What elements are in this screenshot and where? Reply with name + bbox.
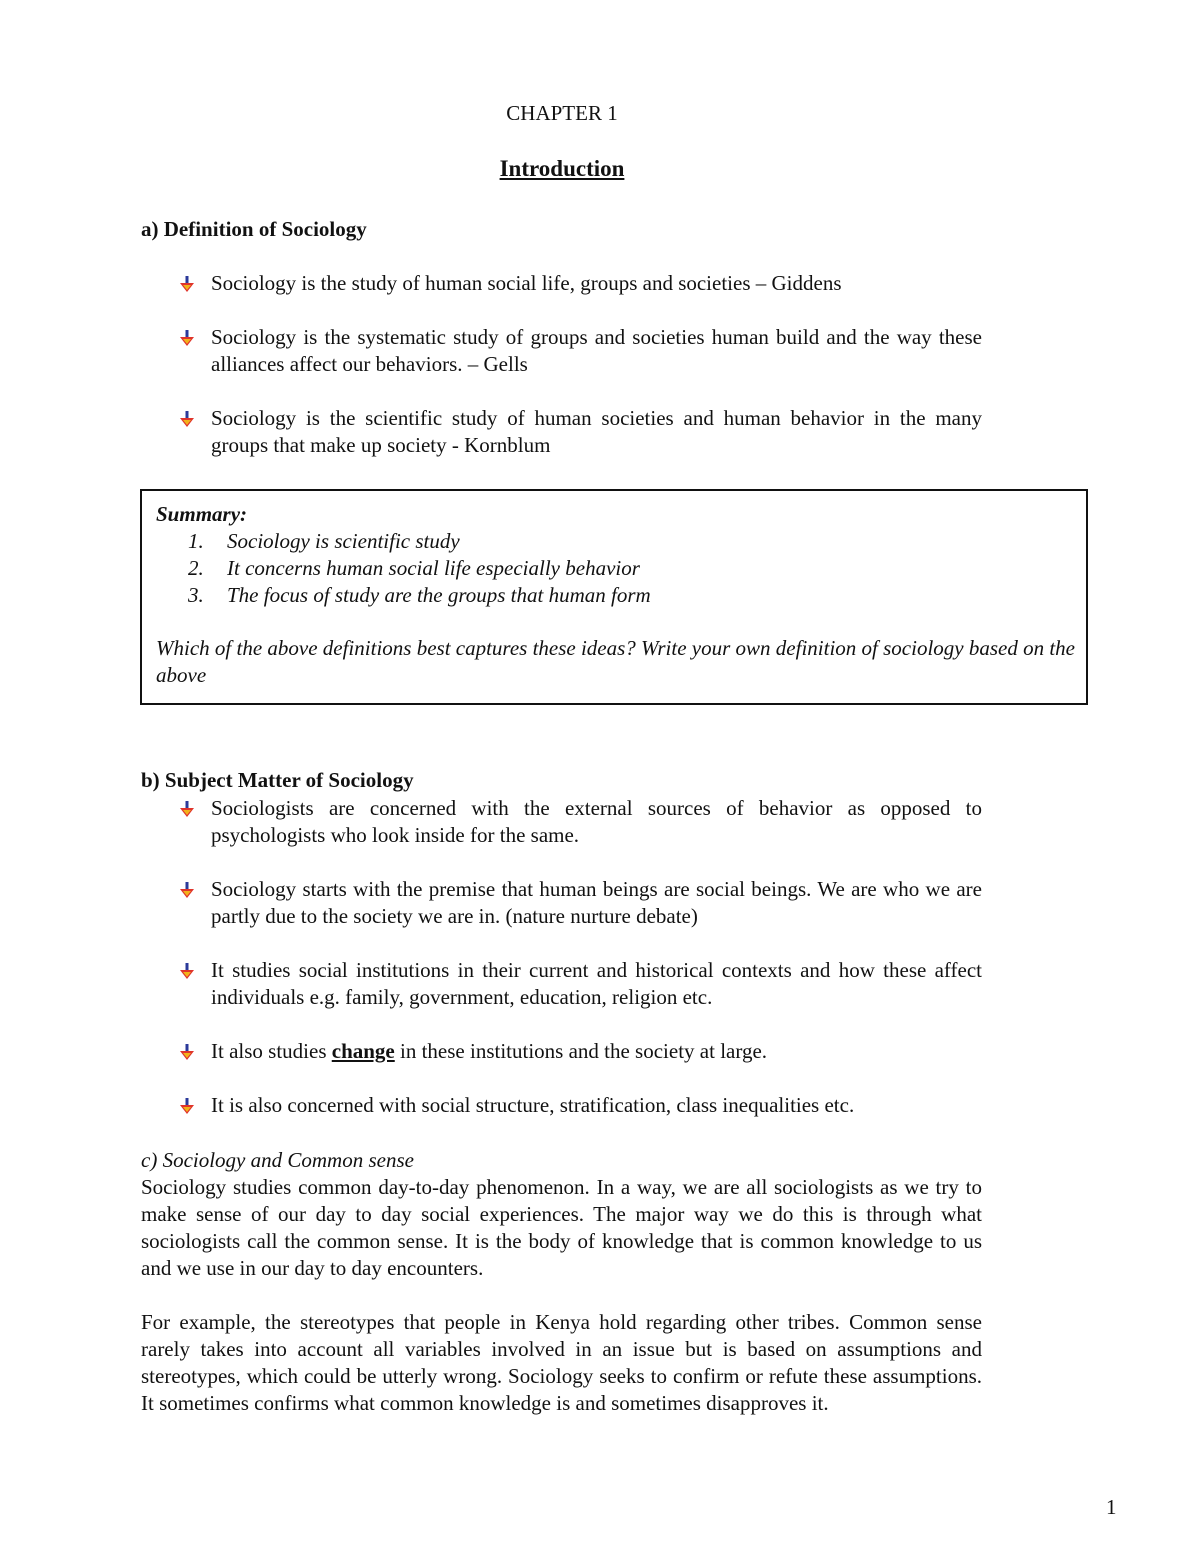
list-item [180,1038,982,1065]
text-after: in these institutions and the society at large. [394,1039,768,1063]
summary-title: Summary: [156,502,248,526]
emphasis-change: change [331,1039,395,1063]
down-arrow-bullet-icon [180,801,194,817]
subject-text: It is also concerned with social structure, stratification, class inequalities etc. [211,1093,855,1117]
summary-item-text: The focus of study are the groups that human form [227,583,651,607]
paragraph: For example, the stereotypes that people in Kenya hold regarding other tribes. Common sense rarely takes into account all variables involved in an issue but is based on assumptions and stereotypes, which could be utterly wrong. Sociology seeks to confirm or refute these assumptions. It sometimes confirms what common knowledge is and sometimes disapproves it. [141,1310,982,1415]
summary-list [156,528,651,609]
down-arrow-bullet-icon [180,963,194,979]
list-item [180,795,982,849]
list-item [180,876,982,930]
down-arrow-bullet-icon [180,276,194,292]
definition-list [180,270,982,486]
definition-text: Sociology is the scientific study of human societies and human behavior in the many groups that make up society - Kornblum [211,406,982,457]
page-number: 1 [1106,1495,1117,1519]
subject-matter-list [180,795,982,1146]
down-arrow-bullet-icon [180,1044,194,1060]
paragraph: Sociology studies common day-to-day phenomenon. In a way, we are all sociologists as we try to make sense of our day to day social experiences. The major way we do this is through what sociologists call the common sense. It is the body of knowledge that is common knowledge to us and we use in our day to day encounters. [141,1175,982,1280]
summary-item-text: Sociology is scientific study [227,529,460,553]
definition-text: Sociology is the systematic study of groups and societies human build and the way these alliances affect our behaviors. – Gells [211,325,982,376]
list-item [180,405,982,459]
item-number: 1. [188,529,204,553]
list-item [156,555,651,582]
item-number: 2. [188,556,204,580]
down-arrow-bullet-icon [180,330,194,346]
definition-text: Sociology is the study of human social life, groups and societies – Giddens [211,271,842,295]
list-item [156,582,651,609]
list-item [180,324,982,378]
down-arrow-bullet-icon [180,1098,194,1114]
subject-text: Sociologists are concerned with the external sources of behavior as opposed to psychologists who look inside for the same. [211,796,982,847]
section-b-heading: b) Subject Matter of Sociology [141,768,414,792]
item-number: 3. [188,583,204,607]
summary-item-text: It concerns human social life especially behavior [227,556,640,580]
list-item [180,270,982,297]
summary-box [140,489,1088,705]
section-a-heading: a) Definition of Sociology [141,217,367,241]
chapter-label: CHAPTER 1 [506,101,618,125]
down-arrow-bullet-icon [180,882,194,898]
subject-text: Sociology starts with the premise that human beings are social beings. We are who we are partly due to the society we are in. (nature nurture debate) [211,877,982,928]
list-item [180,1092,982,1119]
section-c-heading: c) Sociology and Common sense [141,1148,414,1172]
down-arrow-bullet-icon [180,411,194,427]
summary-question: Which of the above definitions best captures these ideas? Write your own definition of sociology based on the above [156,636,1075,687]
subject-text: It studies social institutions in their current and historical contexts and how these affect individuals e.g. family, government, education, religion etc. [211,958,982,1009]
subject-text [211,1038,982,1065]
list-item [156,528,651,555]
page-title: Introduction [499,156,625,181]
list-item [180,957,982,1011]
text-before: It also studies [211,1039,332,1063]
